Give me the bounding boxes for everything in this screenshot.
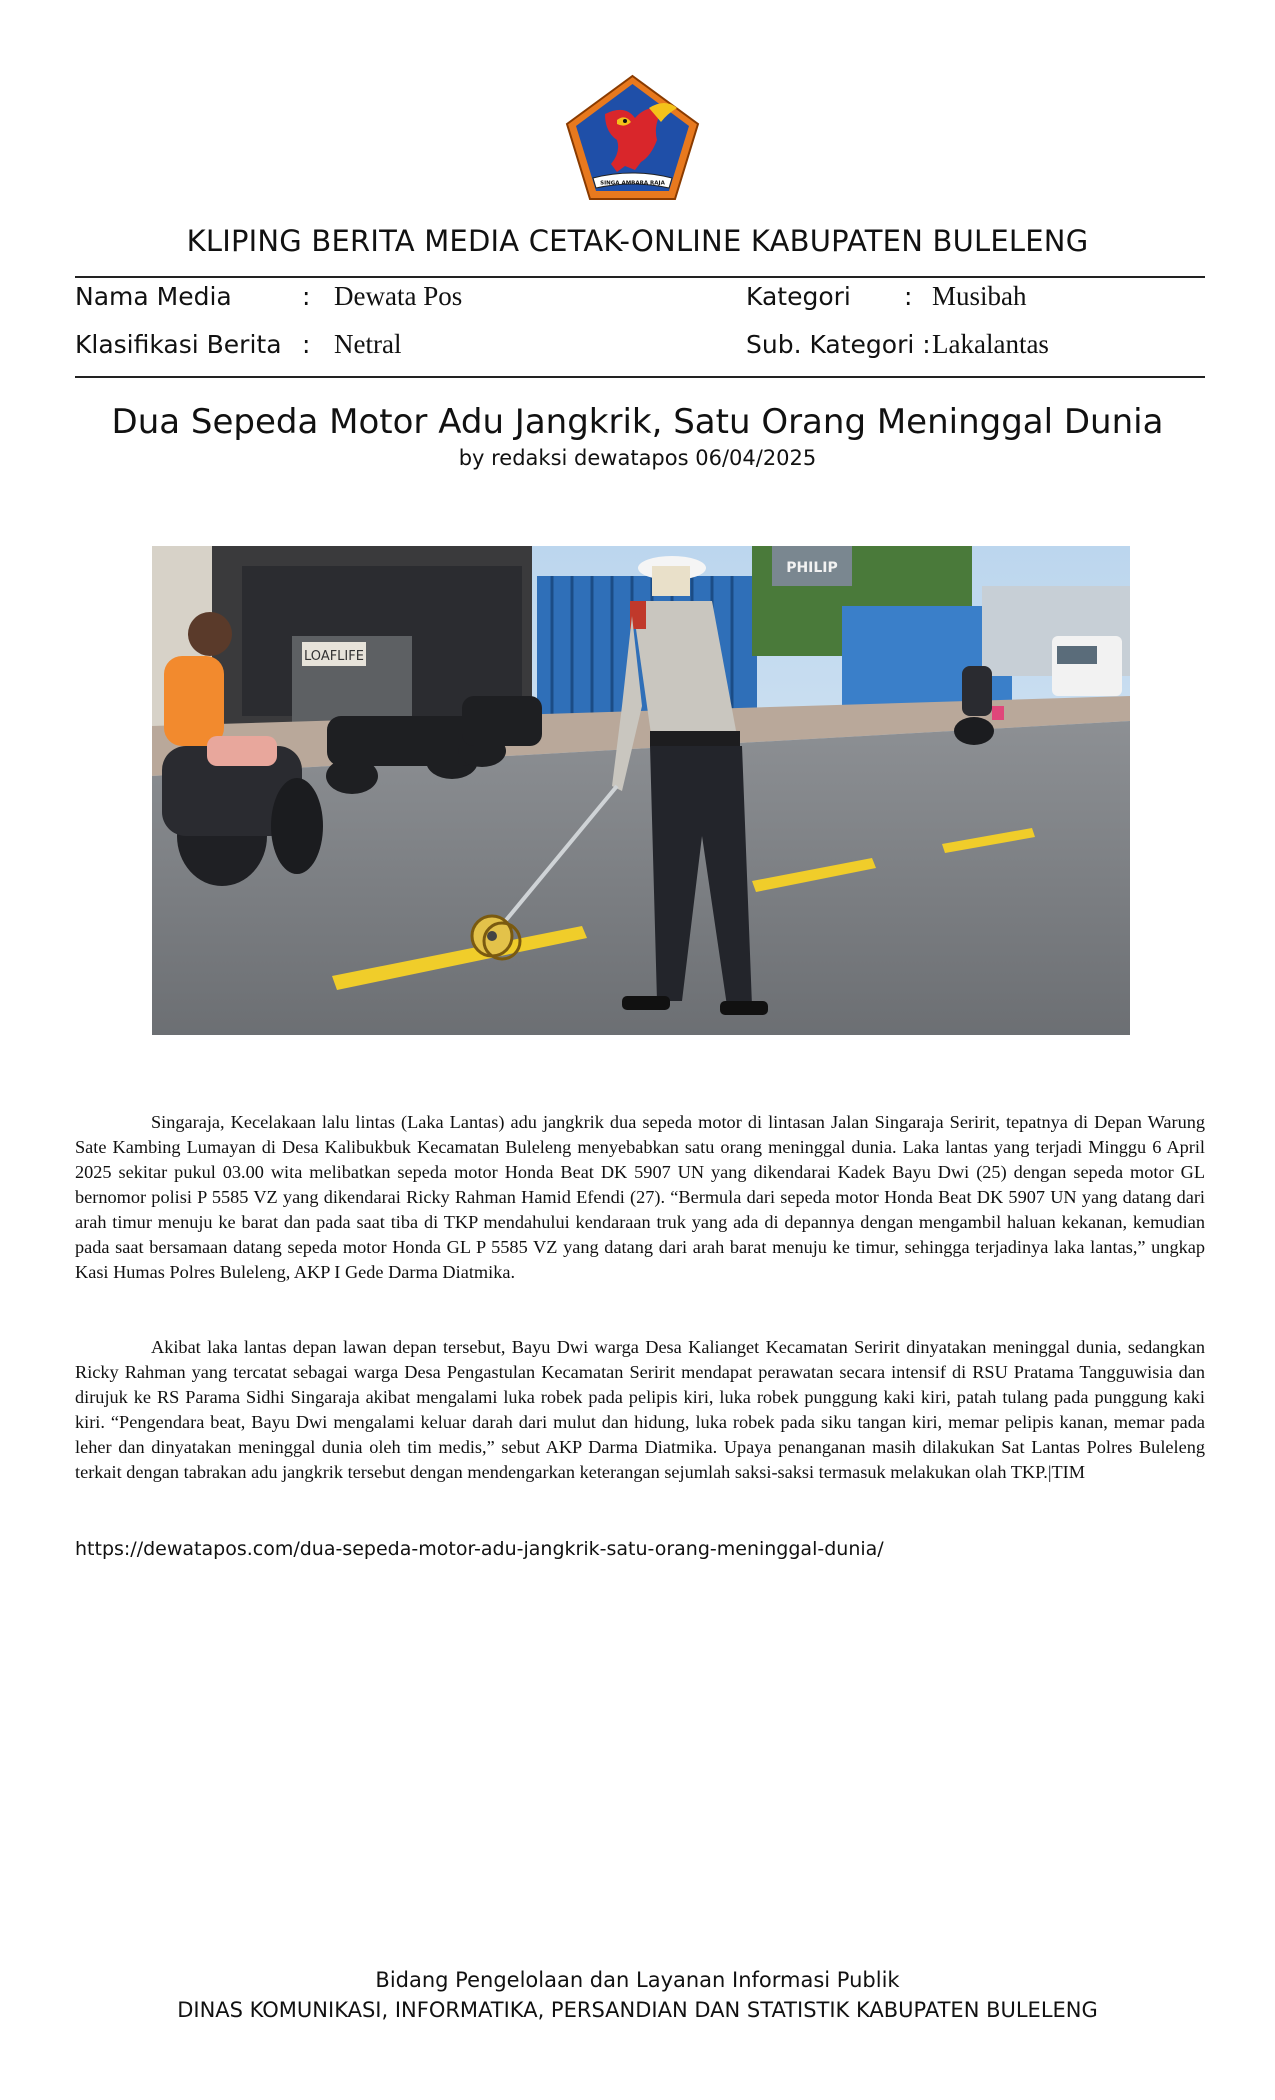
document-title: KLIPING BERITA MEDIA CETAK-ONLINE KABUPATEN BULELENG	[186, 224, 1089, 258]
header-top-rule	[75, 276, 1205, 278]
media-label: Nama Media	[75, 282, 232, 311]
photo-sign-left: LOAFLIFE	[304, 649, 364, 664]
article-byline: by redaksi dewatapos 06/04/2025	[458, 446, 817, 470]
buleleng-emblem-logo	[565, 74, 700, 201]
article-paragraph-1: Singaraja, Kecelakaan lalu lintas (Laka Lantas) adu jangkrik dua sepeda motor di lintasan Jalan Singaraja Seririt, tepatnya di Depan Warung Sate Kambing Lumayan di Desa Kalibukbuk Kecamatan Buleleng menyebabkan satu orang meninggal dunia. Laka lantas yang terjadi Minggu 6 April 2025 sekitar pukul 03.00 wita melibatkan sepeda motor Honda Beat DK 5907 UN yang dikendarai Kadek Bayu Dwi (25) dengan sepeda motor GL bernomor polisi P 5585 VZ yang dikendarai Ricky Rahman Hamid Efendi (27). “Bermula dari sepeda motor Honda Beat DK 5907 UN yang datang dari arah timur menuju ke barat dan pada saat tiba di TKP mendahului kendaraan truk yang ada di depannya dengan mengambil haluan kekanan, kemudian pada saat bersamaan datang sepeda motor Honda GL P 5585 VZ yang datang dari arah barat menuju ke timur, sehingga terjadinya laka lantas,” ungkap Kasi Humas Polres Buleleng, AKP I Gede Darma Diatmika.	[75, 1112, 1205, 1282]
article-paragraph-2: Akibat laka lantas depan lawan depan tersebut, Bayu Dwi warga Desa Kalianget Kecamatan Seririt dinyatakan meninggal dunia, sedangkan Ricky Rahman yang tercatat sebagai warga Desa Pengastulan Kecamatan Seririt mendapat perawatan secara intensif di RSU Pratama Tangguwisia dan dirujuk ke RS Parama Sidhi Singaraja akibat mengalami luka robek pada pelipis kiri, luka robek punggung kaki kiri, patah tulang pada punggung kaki kiri. “Pengendara beat, Bayu Dwi mengalami keluar darah dari mulut dan hidung, luka robek pada siku tangan kiri, memar pelipis kanan, memar pada leher dan dinyatakan meninggal dunia oleh tim medis,” sebut AKP Darma Diatmika. Upaya penanganan masih dilakukan Sat Lantas Polres Buleleng terkait dengan tabrakan adu jangkrik tersebut dengan mendengarkan keterangan sejumlah saksi-saksi termasuk melakukan olah TKP.|TIM	[75, 1337, 1205, 1482]
photo-sign-right: PHILIP	[786, 560, 838, 576]
kategori-colon: :	[904, 282, 913, 311]
klasifikasi-value: Netral	[334, 329, 402, 359]
media-value: Dewata Pos	[334, 281, 463, 311]
kategori-value: Musibah	[932, 281, 1027, 311]
klasifikasi-colon: :	[302, 330, 311, 359]
header-bottom-rule	[75, 376, 1205, 378]
kategori-label: Kategori	[746, 282, 851, 311]
footer-agency: DINAS KOMUNIKASI, INFORMATIKA, PERSANDIAN DAN STATISTIK KABUPATEN BULELENG	[177, 1998, 1098, 2022]
source-link[interactable]: https://dewatapos.com/dua-sepeda-motor-adu-jangkrik-satu-orang-meninggal-dunia/	[75, 1538, 884, 1560]
subkategori-label: Sub. Kategori :	[746, 330, 931, 359]
news-photo	[152, 546, 1130, 1035]
subkategori-value: Lakalantas	[932, 329, 1049, 359]
klasifikasi-label: Klasifikasi Berita	[75, 330, 282, 359]
article-headline: Dua Sepeda Motor Adu Jangkrik, Satu Orang Meninggal Dunia	[111, 402, 1164, 442]
media-colon: :	[302, 282, 311, 311]
emblem-motto: SINGA AMBARA RAJA	[600, 180, 665, 187]
footer-department: Bidang Pengelolaan dan Layanan Informasi Publik	[375, 1968, 900, 1992]
